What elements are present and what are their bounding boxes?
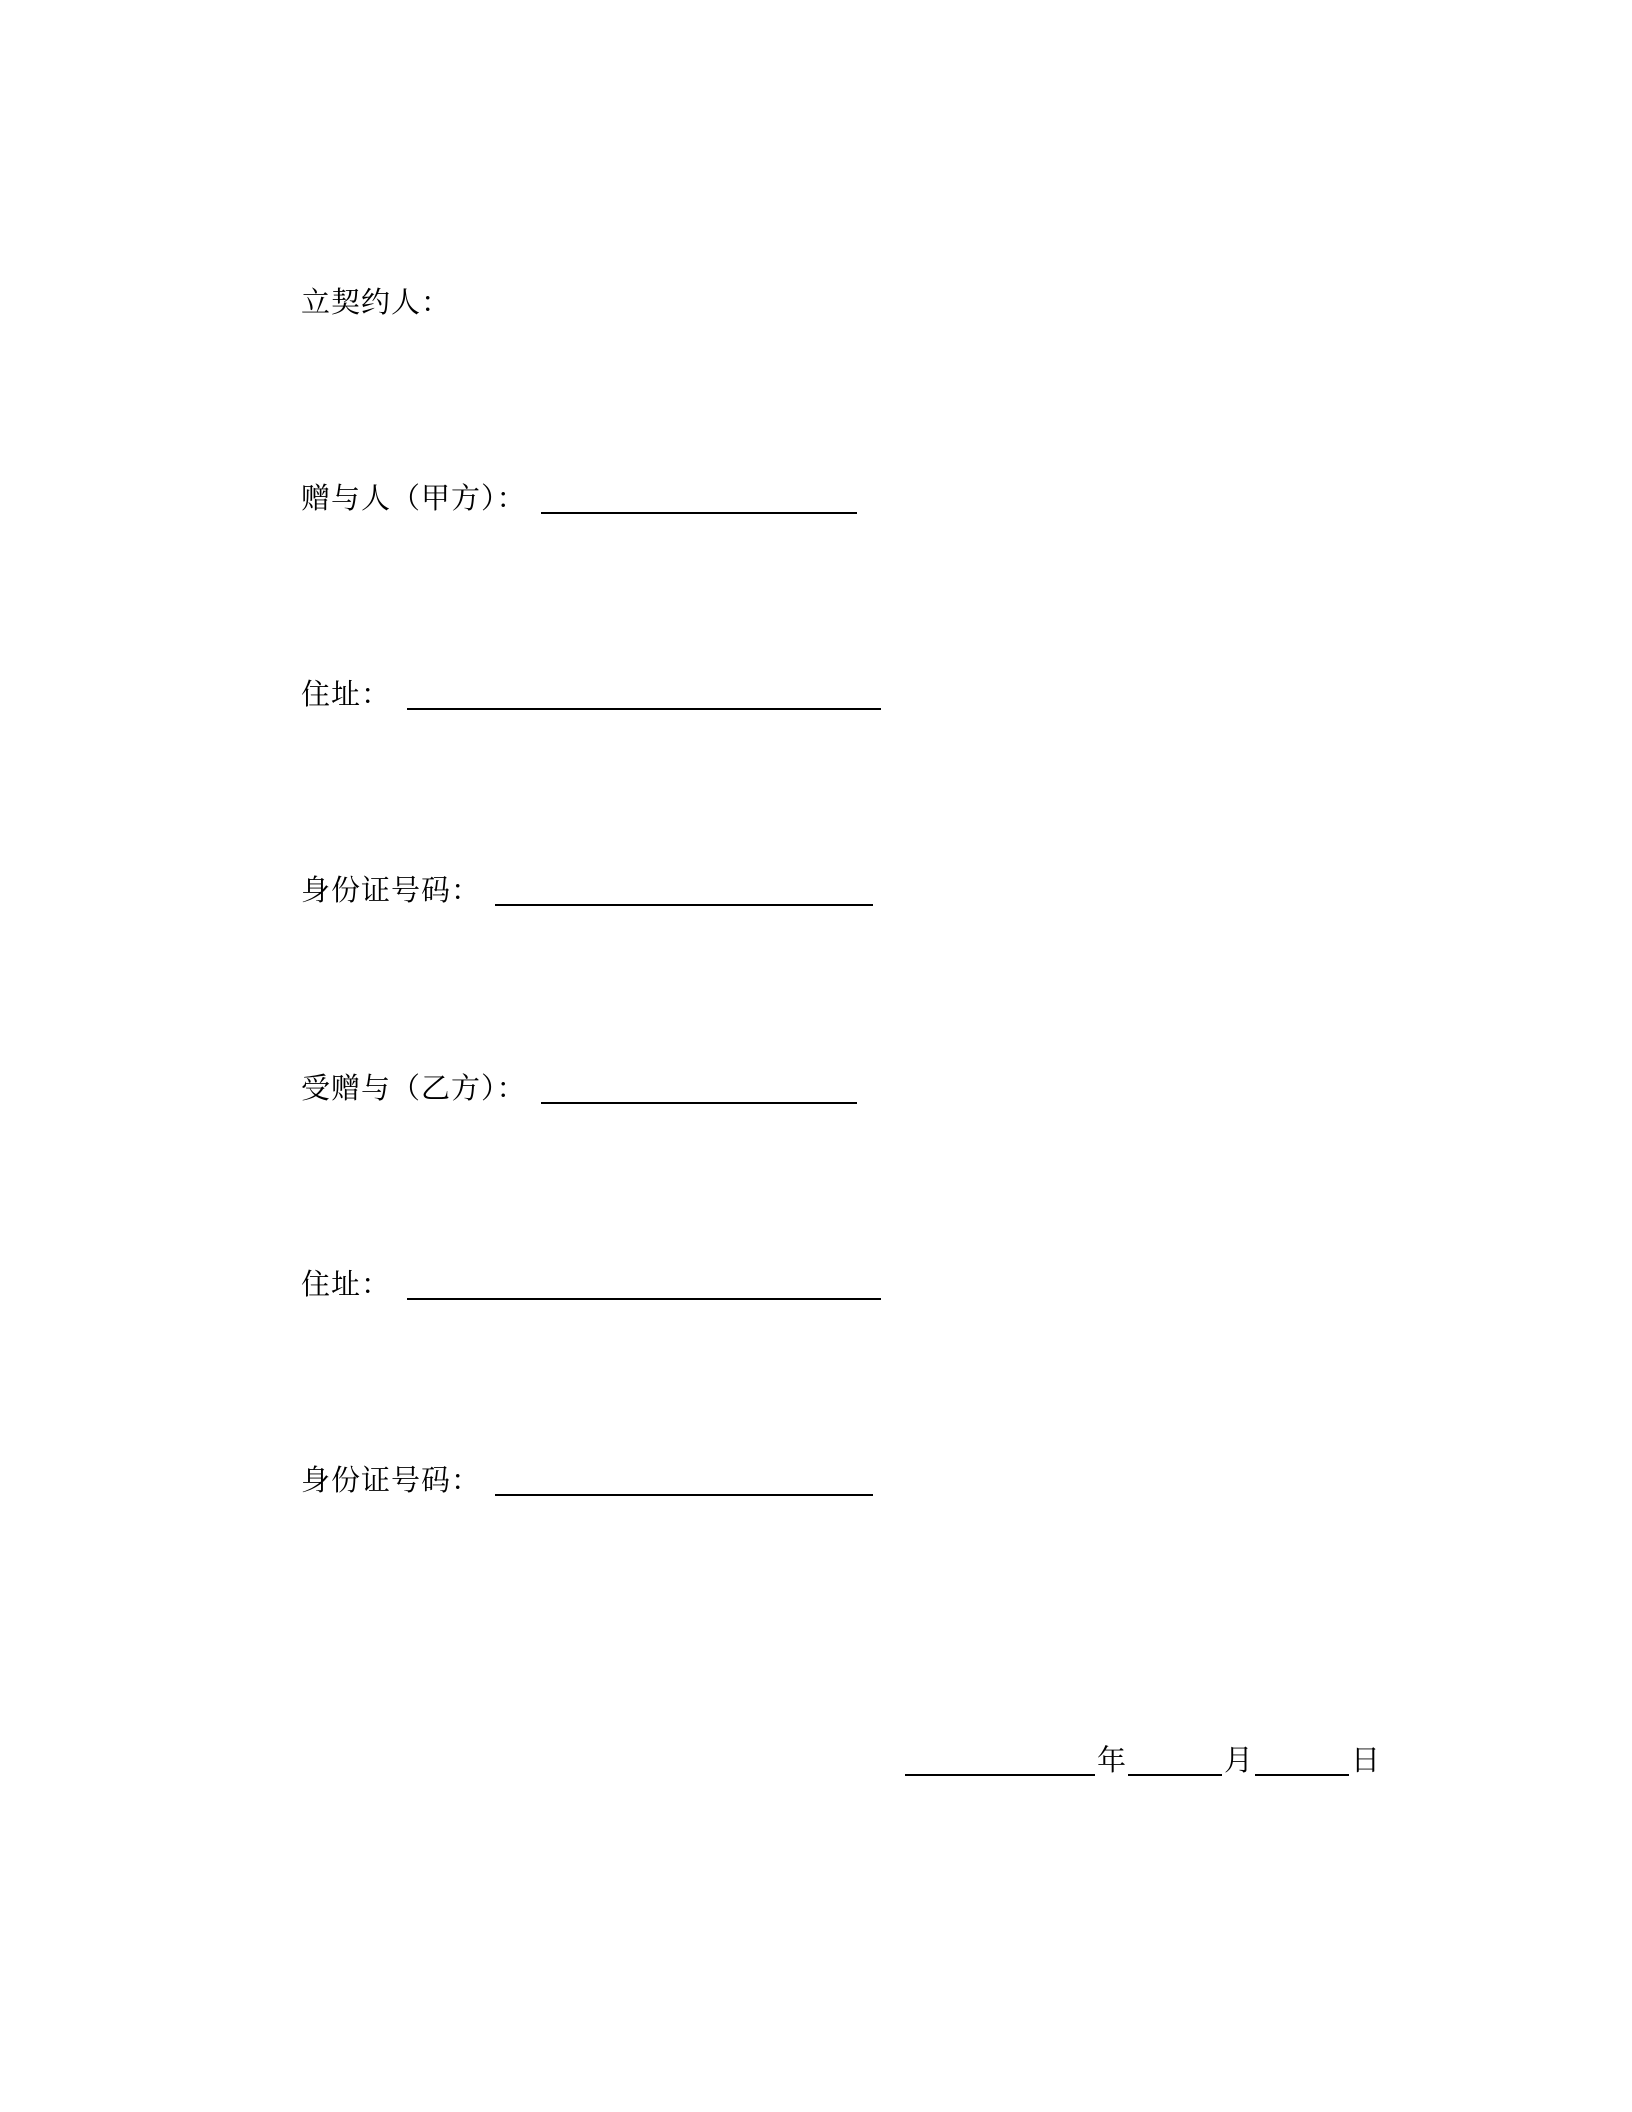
donor-address-field[interactable] xyxy=(407,672,881,710)
donee-address-row xyxy=(301,1252,881,1302)
donor-id-field[interactable] xyxy=(495,868,873,906)
donor-name-row xyxy=(301,466,857,516)
donee-name-row xyxy=(301,1056,857,1106)
donee-name-label: 受赠与（乙方）： xyxy=(301,1071,527,1105)
signing-date-row xyxy=(905,1728,1382,1778)
month-field[interactable] xyxy=(1128,1738,1222,1776)
donor-id-label: 身份证号码： xyxy=(301,873,482,907)
donor-name-field[interactable] xyxy=(541,476,857,514)
contract-parties-heading: 立契约人： xyxy=(301,285,452,319)
donee-id-row xyxy=(301,1448,873,1498)
donee-address-field[interactable] xyxy=(407,1262,881,1300)
day-label: 日 xyxy=(1351,1743,1381,1777)
donor-address-label: 住址： xyxy=(301,677,392,711)
donor-id-row xyxy=(301,858,873,908)
donee-name-field[interactable] xyxy=(541,1066,857,1104)
donor-name-label: 赠与人（甲方）： xyxy=(301,481,527,515)
year-field[interactable] xyxy=(905,1738,1095,1776)
contract-parties-heading-row xyxy=(301,270,451,320)
donee-id-field[interactable] xyxy=(495,1458,873,1496)
month-label: 月 xyxy=(1224,1743,1254,1777)
donee-id-label: 身份证号码： xyxy=(301,1463,482,1497)
year-label: 年 xyxy=(1097,1743,1127,1777)
day-field[interactable] xyxy=(1255,1738,1349,1776)
donee-address-label: 住址： xyxy=(301,1267,392,1301)
donor-address-row xyxy=(301,662,881,712)
